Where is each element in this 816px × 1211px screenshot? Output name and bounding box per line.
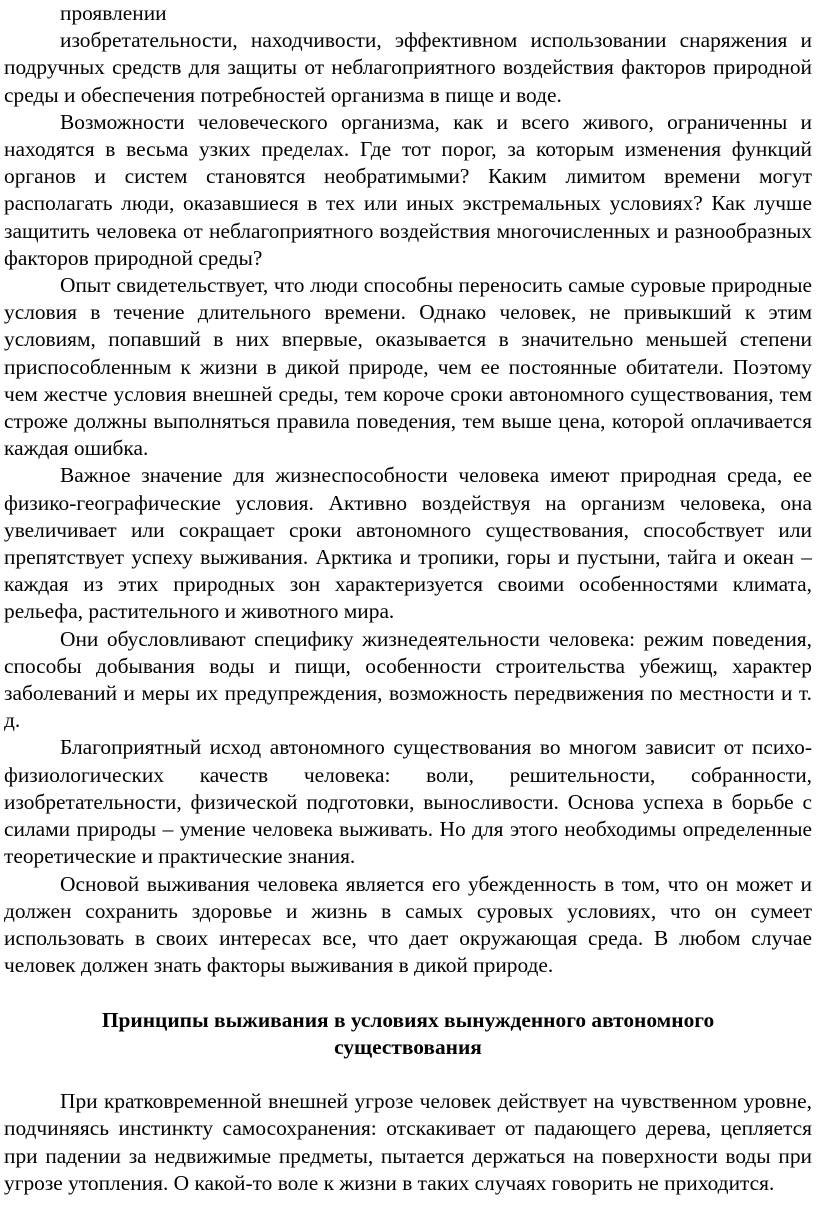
spacer bbox=[4, 1061, 812, 1088]
paragraph-6: Благоприятный исход автономного существования во многом зависит от психо-физиологических качеств человека: воли, решительности, собранности, изобретательности, физической подготовки, выносливости. Основа успеха в борьбе с силами природы – умение человека выживать. Но для этого необходимы определенные теоретические и практические знания. bbox=[4, 735, 812, 869]
document-page bbox=[4, 0, 812, 1197]
paragraph-3: Опыт свидетельствует, что люди способны переносить самые суровые природные условия в течение длительного времени. Однако человек, не привыкший к этим условиям, попавший в них впервые, оказывается в значительно меньшей степени приспособленным к жизни в дикой природе, чем ее постоянные обитатели. Поэтому чем жестче условия внешней среды, тем короче сроки автономного существования, тем строже должны выполняться правила поведения, тем выше цена, которой оплачивается каждая ошибка. bbox=[4, 273, 812, 461]
paragraph-7: Основой выживания человека является его убежденность в том, что он может и должен сохранить здоровье и жизнь в самых суровых условиях, что он сумеет использовать в своих интересах все, что дает окружающая среда. В любом случае человек должен знать факторы выживания в дикой природе. bbox=[4, 871, 812, 978]
paragraph-5: Они обусловливают специфику жизнедеятельности человека: режим поведения, способы добывания воды и пищи, особенности строительства убежищ, характер заболеваний и меры их предупреждения, возможность передвижения по местности и т. д. bbox=[4, 626, 812, 733]
lead-fragment: проявлении bbox=[60, 1, 167, 25]
section-heading: Принципы выживания в условиях вынужденного автономного существования bbox=[101, 1007, 715, 1059]
paragraph-8: При кратковременной внешней угрозе человек действует на чувственном уровне, подчиняясь инстинкту самосохранения: отскакивает от падающего дерева, цепляется при падении за недвижимые предметы, пытается держаться на поверхности воды при угрозе утопления. О какой-то воле к жизни в таких случаях говорить не приходится. bbox=[4, 1089, 812, 1195]
spacer bbox=[4, 979, 812, 1006]
paragraph-1: изобретательности, находчивости, эффективном использовании снаряжения и подручных средств для защиты от неблагоприятного воздействия факторов природной среды и обеспечения потребностей организма в пище и воде. bbox=[4, 28, 812, 107]
paragraph-2: Возможности человеческого организма, как и всего живого, ограниченны и находятся в весьма узких пределах. Где тот порог, за которым изменения функций органов и систем становятся необратимыми? Каким лимитом времени могут располагать люди, оказавшиеся в тех или иных экстремальных условиях? Как лучше защитить человека от неблагоприятного воздействия многочисленных и разнообразных факторов природной среды? bbox=[4, 109, 812, 270]
paragraph-4: Важное значение для жизнеспособности человека имеют природная среда, ее физико-географические условия. Активно воздействуя на организм человека, она увеличивает или сокращает сроки автономного существования, способствует или препятствует успеху выживания. Арктика и тропики, горы и пустыни, тайга и океан – каждая из этих природных зон характеризуется своими особенностями климата, рельефа, растительного и животного мира. bbox=[4, 463, 812, 624]
